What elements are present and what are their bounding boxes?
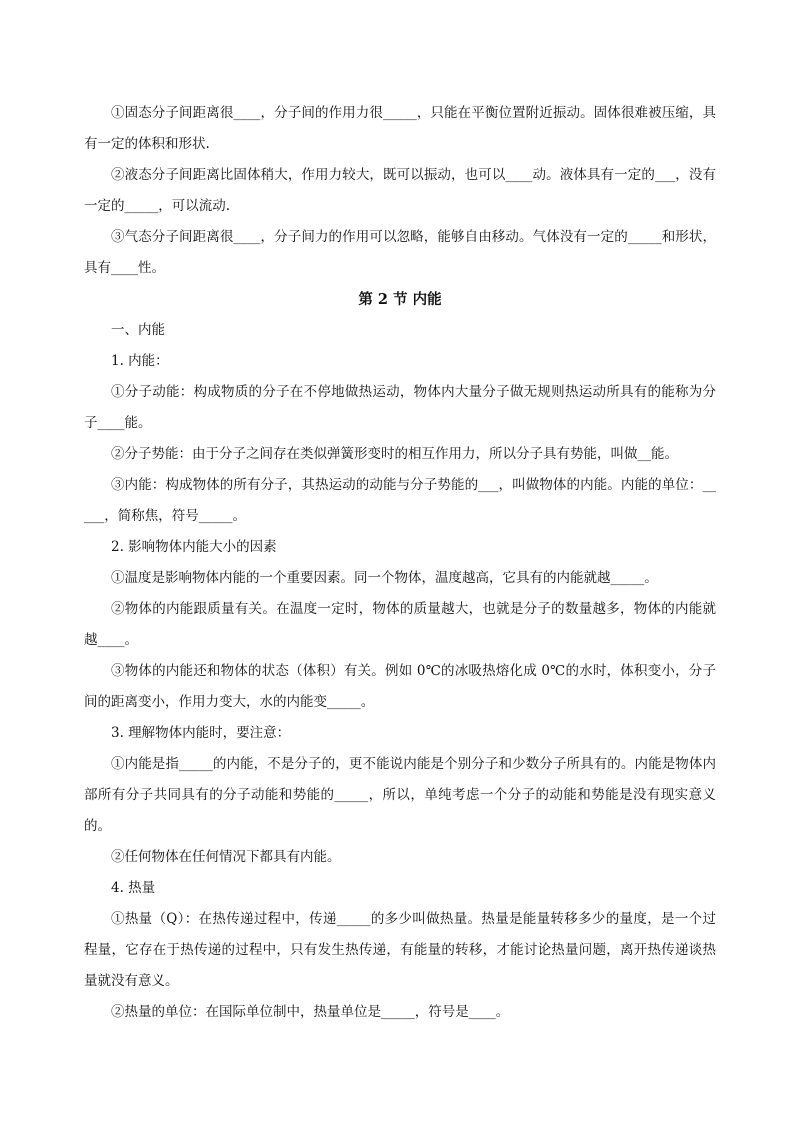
section-title: 第 2 节 内能 — [358, 291, 442, 308]
document-body — [84, 98, 716, 1028]
paragraph-molecular-kinetic-energy: ①分子动能：构成物质的分子在不停地做热运动，物体内大量分子做无规则热运动所具有的能称为分子____能。 — [84, 384, 716, 431]
paragraph-temperature-factor: ①温度是影响物体内能的一个重要因素。同一个物体，温度越高，它具有的内能就越_____。 — [111, 570, 658, 586]
paragraph-state-factor: ③物体的内能还和物体的状态（体积）有关。例如 0℃的冰吸热熔化成 0℃的水时，体积变小，分子间的距离变小，作用力变大，水的内能变_____。 — [84, 663, 716, 710]
paragraph-heat-unit: ②热量的单位：在国际单位制中，热量单位是_____，符号是____。 — [111, 1004, 510, 1020]
paragraph-molecular-potential-energy: ②分子势能：由于分子之间存在类似弹簧形变时的相互作用力，所以分子具有势能，叫做__能。 — [111, 446, 678, 462]
subheading-heat: 4. 热量 — [111, 880, 156, 896]
paragraph-internal-energy-definition: ③内能：构成物体的所有分子，其热运动的动能与分子势能的___，叫做物体的内能。内能的单位：_____，简称焦，符号_____。 — [84, 477, 716, 524]
paragraph-mass-factor: ②物体的内能跟质量有关。在温度一定时，物体的质量越大，也就是分子的数量越多，物体的内能就越____。 — [84, 601, 716, 648]
subheading-notes: 3. 理解物体内能时，要注意： — [111, 725, 291, 741]
paragraph-liquid-state: ②液态分子间距离比固体稍大，作用力较大，既可以振动，也可以____动。液体具有一定的___，没有一定的_____，可以流动. — [84, 167, 716, 214]
subheading-internal-energy: 1. 内能： — [111, 353, 169, 369]
paragraph-heat-definition: ①热量（Q）：在热传递过程中，传递_____的多少叫做热量。热量是能量转移多少的量度，是一个过程量，它存在于热传递的过程中，只有发生热传递，有能量的转移，才能讨论热量问题，离开热传递谈热量就没有意义。 — [84, 911, 716, 989]
paragraph-note-object: ①内能是指_____的内能，不是分子的，更不能说内能是个别分子和少数分子所具有的。内能是物体内部所有分子共同具有的分子动能和势能的_____，所以，单纯考虑一个分子的动能和势能是没有现实意义的。 — [84, 756, 716, 834]
paragraph-note-always: ②任何物体在任何情况下都具有内能。 — [111, 849, 341, 865]
paragraph-gas-state: ③气态分子间距离很____，分子间力的作用可以忽略，能够自由移动。气体没有一定的_____和形状，具有____性。 — [84, 229, 716, 276]
subheading-factors: 2. 影响物体内能大小的因素 — [111, 539, 277, 555]
paragraph-solid-state: ①固态分子间距离很____，分子间的作用力很_____，只能在平衡位置附近振动。固体很难被压缩，具有一定的体积和形状. — [84, 105, 716, 152]
heading-internal-energy: 一、内能 — [111, 322, 165, 338]
